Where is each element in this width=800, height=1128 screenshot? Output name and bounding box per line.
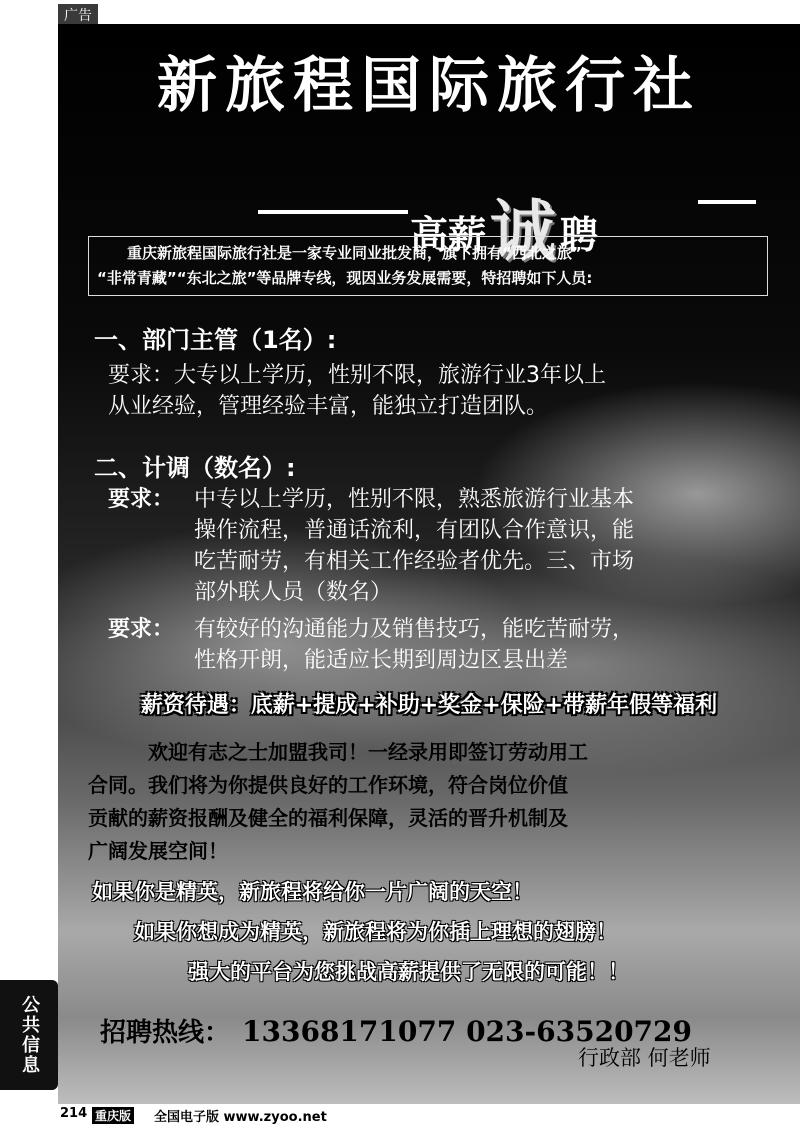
slogan-line-1: 如果你是精英，新旅程将给你一片广阔的天空！ xyxy=(92,880,533,904)
req-line: 从业经验，管理经验丰富，能独立打造团队。 xyxy=(108,394,549,419)
intro-line: “非常青藏”“东北之旅”等品牌专线，现因业务发展需要，特招聘如下人员: xyxy=(97,269,593,287)
welcome-paragraph xyxy=(88,736,778,868)
hire-big-char: 诚 xyxy=(490,193,557,270)
welcome-line: 合同。我们将为你提供良好的工作环境，符合岗位价值 xyxy=(88,773,568,797)
hire-suffix: 聘 xyxy=(560,213,599,257)
req-line: 有较好的沟通能力及销售技巧，能吃苦耐劳， xyxy=(194,617,635,642)
req-line: 中专以上学历，性别不限，熟悉旅游行业基本 xyxy=(194,487,635,512)
hire-prefix: 高薪 xyxy=(410,213,487,257)
welcome-line: 广阔发展空间！ xyxy=(88,839,228,863)
page-number: 214 xyxy=(60,1106,88,1121)
welcome-line: 欢迎有志之士加盟我司！一经录用即签订劳动用工 xyxy=(148,740,588,764)
ad-tag: 广告 xyxy=(58,4,98,26)
req-line: 操作流程，普通话流利，有团队合作意识，能 xyxy=(194,518,635,543)
welcome-line: 贡献的薪资报酬及健全的福利保障，灵活的晋升机制及 xyxy=(88,806,568,830)
section-title-manager: 一、部门主管（1名）: xyxy=(94,326,337,354)
decor-line-left xyxy=(258,210,408,214)
manager-requirements xyxy=(108,360,606,422)
ad-poster xyxy=(58,24,800,1104)
planner-requirements xyxy=(194,484,634,608)
marketing-requirements xyxy=(194,614,634,676)
req-line: 吃苦耐劳，有相关工作经验者优先。三、市场 xyxy=(194,549,635,574)
marketing-req-label: 要求： xyxy=(108,617,175,642)
company-title: 新旅程国际旅行社 xyxy=(157,51,701,121)
req-line: 性格开朗，能适应长期到周边区县出差 xyxy=(194,648,569,673)
web-edition-link[interactable]: 全国电子版 www.zyoo.net xyxy=(154,1110,327,1125)
req-line: 要求：大专以上学历，性别不限，旅游行业3年以上 xyxy=(108,363,606,388)
page-footer xyxy=(0,1104,800,1128)
decor-line-right xyxy=(698,200,756,204)
slogan-line-3: 强大的平台为您挑战高薪提供了无限的可能！！ xyxy=(188,960,629,984)
salary-benefits: 薪资待遇：底薪+提成+补助+奖金+保险+带薪年假等福利 xyxy=(140,693,718,718)
contact-person: 行政部 何老师 xyxy=(578,1046,711,1070)
hotline-label: 招聘热线： xyxy=(100,1018,231,1048)
section-title-planner: 二、计调（数名）: xyxy=(94,454,296,482)
side-category-label: 公共信息 xyxy=(0,980,58,1090)
req-line: 部外联人员（数名） xyxy=(194,580,393,605)
slogan-line-2: 如果你想成为精英，新旅程将为你插上理想的翅膀！ xyxy=(134,920,617,944)
intro-line: 重庆新旅程国际旅行社是一家专业同业批发商，旗下拥有“西北之旅” xyxy=(127,244,582,262)
intro-box xyxy=(88,236,768,296)
planner-req-label: 要求： xyxy=(108,487,175,512)
hotline-numbers: 13368171077 023-63520729 xyxy=(242,1015,692,1048)
edition-badge: 重庆版 xyxy=(92,1107,134,1124)
